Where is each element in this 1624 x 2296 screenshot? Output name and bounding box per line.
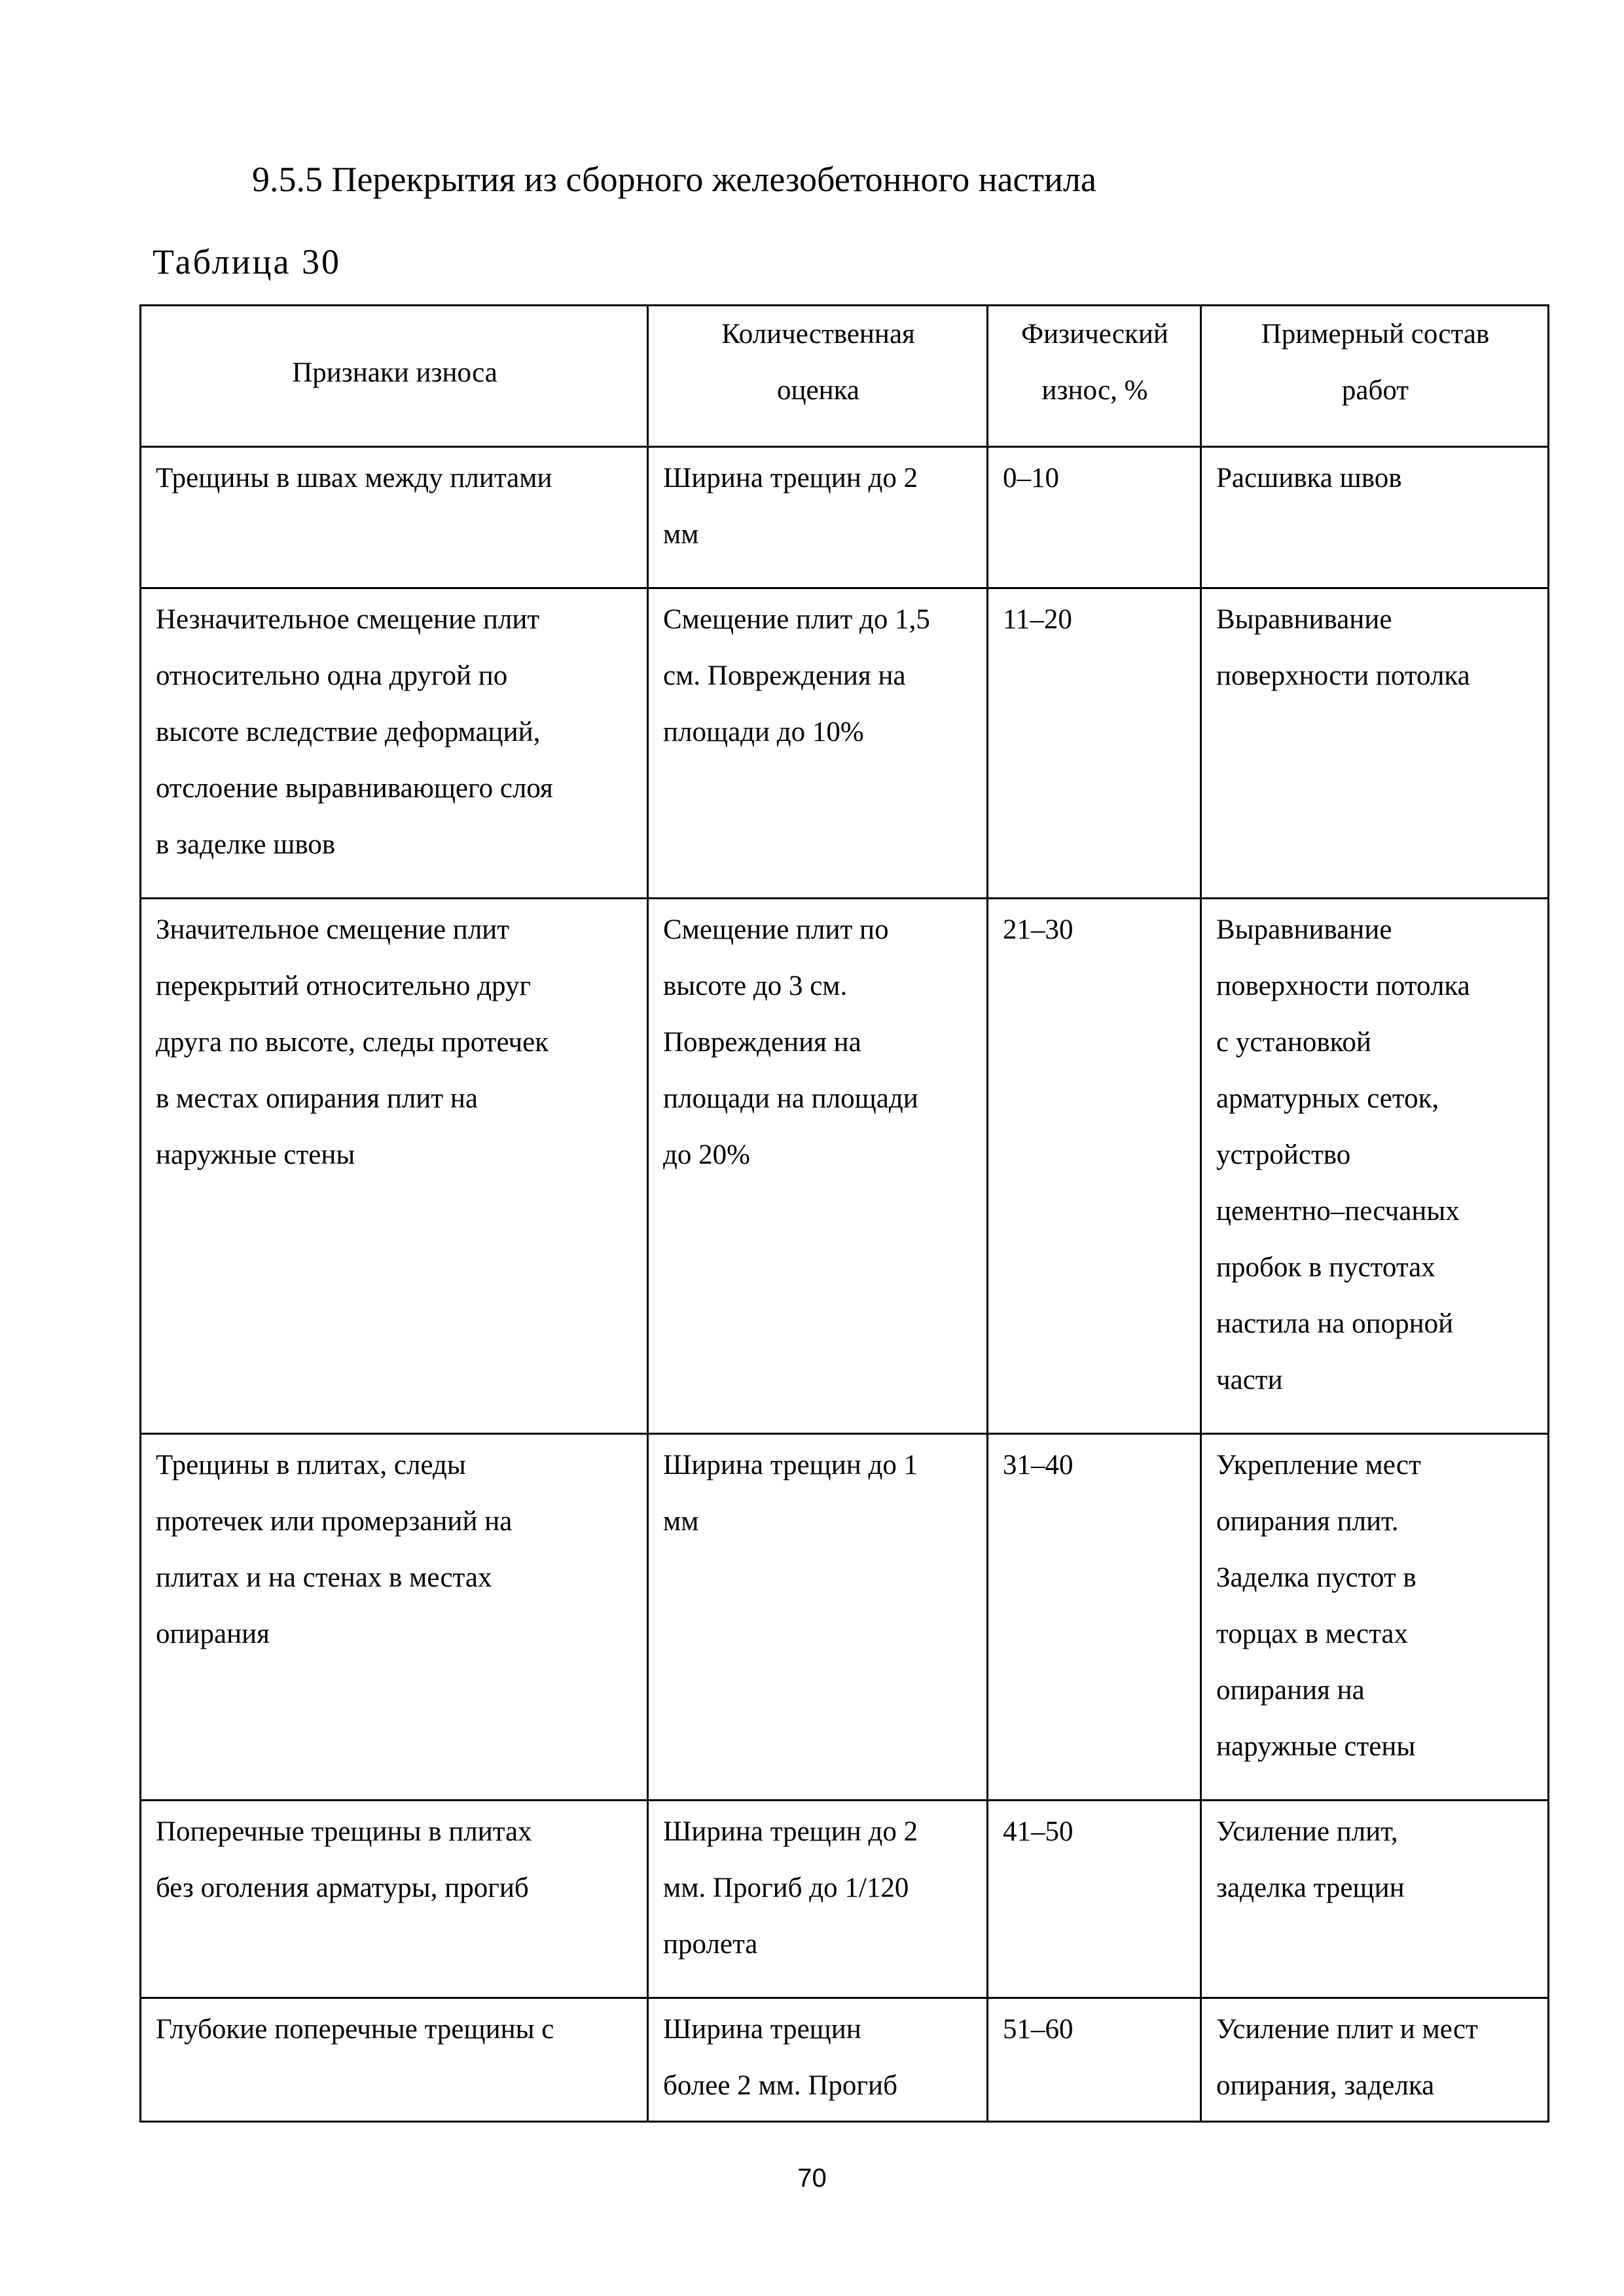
cell-wear: 21–30 [988, 899, 1201, 1434]
cell-signs: Трещины в плитах, следы протечек или промерзаний на плитах и на стенах в местах опирания [141, 1434, 648, 1801]
page-number: 70 [797, 2164, 827, 2193]
header-physical-wear: Физический износ, % [988, 306, 1201, 447]
table-row [141, 588, 1549, 899]
cell-works: Усиление плит и мест опирания, заделка [1201, 1998, 1549, 2122]
header-quantitative-assessment: Количественная оценка [648, 306, 988, 447]
cell-works: Выравнивание поверхности потолка [1201, 588, 1549, 899]
wear-table [139, 304, 1549, 2123]
cell-signs: Значительное смещение плит перекрытий относительно друг друга по высоте, следы протечек в местах опирания плит на наружные стены [141, 899, 648, 1434]
table-row [141, 899, 1549, 1434]
table-row [141, 1998, 1549, 2122]
table-row [141, 1434, 1549, 1801]
cell-quantitative: Ширина трещин более 2 мм. Прогиб [648, 1998, 988, 2122]
table-header-row [141, 306, 1549, 447]
cell-quantitative: Смещение плит по высоте до 3 см. Повреждения на площади на площади до 20% [648, 899, 988, 1434]
cell-quantitative: Ширина трещин до 1 мм [648, 1434, 988, 1801]
cell-signs: Глубокие поперечные трещины с [141, 1998, 648, 2122]
table-row [141, 1801, 1549, 1998]
cell-quantitative: Ширина трещин до 2 мм. Прогиб до 1/120 пролета [648, 1801, 988, 1998]
cell-works: Усиление плит, заделка трещин [1201, 1801, 1549, 1998]
header-works: Примерный состав работ [1201, 306, 1549, 447]
cell-wear: 0–10 [988, 447, 1201, 588]
cell-signs: Трещины в швах между плитами [141, 447, 648, 588]
table-row [141, 447, 1549, 588]
cell-works: Укрепление мест опирания плит. Заделка пустот в торцах в местах опирания на наружные стены [1201, 1434, 1549, 1801]
header-signs: Признаки износа [141, 306, 648, 447]
cell-quantitative: Смещение плит до 1,5 см. Повреждения на площади до 10% [648, 588, 988, 899]
cell-wear: 11–20 [988, 588, 1201, 899]
cell-works: Выравнивание поверхности потолка с установкой арматурных сеток, устройство цементно–песчаных пробок в пустотах настила на опорной части [1201, 899, 1549, 1434]
table-caption: Таблица 30 [153, 242, 341, 281]
cell-wear: 51–60 [988, 1998, 1201, 2122]
cell-works: Расшивка швов [1201, 447, 1549, 588]
section-heading: 9.5.5 Перекрытия из сборного железобетонного настила [252, 160, 1096, 199]
cell-wear: 41–50 [988, 1801, 1201, 1998]
cell-signs: Поперечные трещины в плитах без оголения арматуры, прогиб [141, 1801, 648, 1998]
cell-quantitative: Ширина трещин до 2 мм [648, 447, 988, 588]
cell-wear: 31–40 [988, 1434, 1201, 1801]
cell-signs: Незначительное смещение плит относительно одна другой по высоте вследствие деформаций, отслоение выравнивающего слоя в заделке швов [141, 588, 648, 899]
